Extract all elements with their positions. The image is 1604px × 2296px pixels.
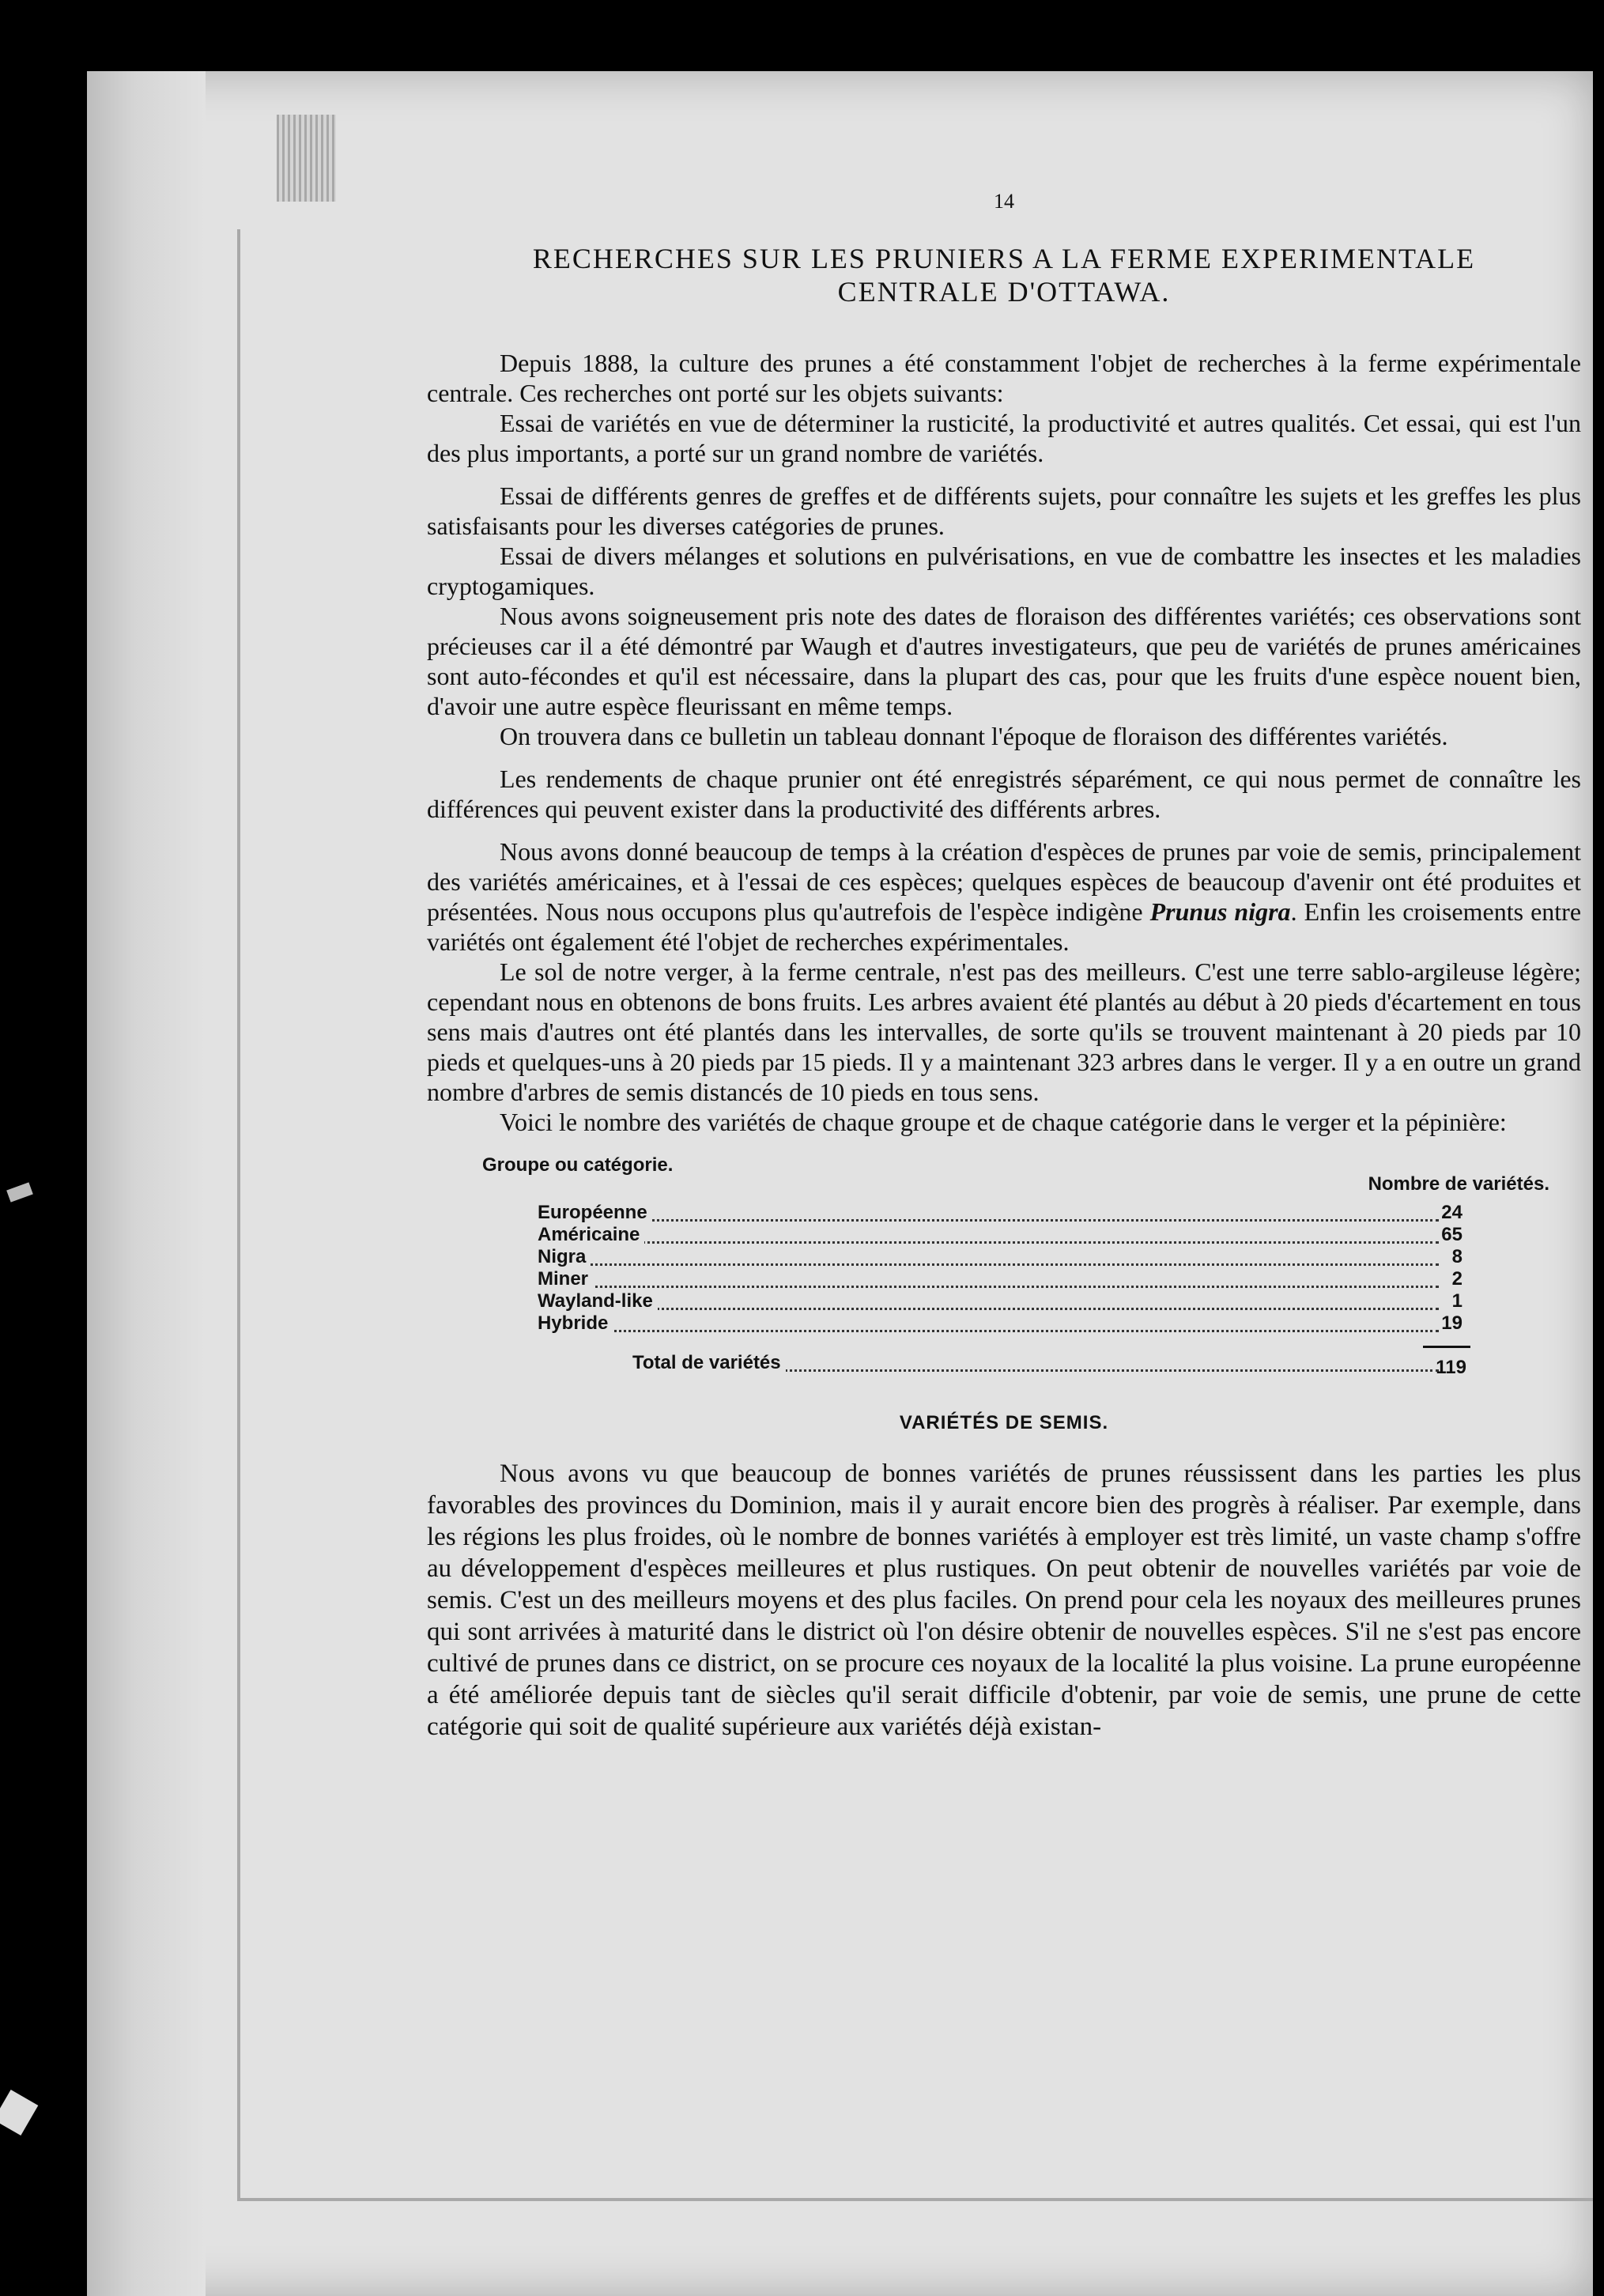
table-header <box>427 1154 1581 1202</box>
leader-dots <box>538 1246 1439 1266</box>
paragraph: On trouvera dans ce bulletin un tableau donnant l'époque de floraison des différentes variétés. <box>500 722 1448 750</box>
scan-mark <box>0 2090 38 2136</box>
table-row <box>427 1224 1581 1246</box>
leader-dots <box>538 1202 1439 1222</box>
paragraph: Essai de divers mélanges et solutions en pulvérisations, en vue de combattre les insectes et les maladies cryptogamiques. <box>427 542 1581 600</box>
row-value: 1 <box>1451 1290 1462 1312</box>
row-label: Wayland-like <box>538 1290 658 1312</box>
leader-dots <box>538 1312 1439 1332</box>
page-title <box>427 242 1581 308</box>
page-bottom-edge <box>237 2198 1593 2201</box>
italic-species-name: Prunus nigra <box>1149 897 1291 926</box>
page-content <box>427 190 1581 1743</box>
paragraph-semis <box>427 836 1581 957</box>
leader-dots <box>538 1290 1439 1310</box>
binding-stripes <box>277 115 336 202</box>
row-label: Européenne <box>538 1202 652 1224</box>
scan-mark <box>6 1182 33 1202</box>
page-left-edge <box>237 229 240 2201</box>
title-line-2: CENTRALE D'OTTAWA. <box>837 276 1171 308</box>
row-value: 8 <box>1451 1246 1462 1267</box>
section-heading: VARIÉTÉS DE SEMIS. <box>899 1412 1109 1433</box>
section-seedling-varieties <box>427 1458 1581 1743</box>
row-label: Hybride <box>538 1312 613 1335</box>
total-value: 119 <box>1436 1357 1466 1378</box>
row-value: 24 <box>1441 1202 1462 1223</box>
row-label: Américaine <box>538 1224 644 1246</box>
paragraph: Voici le nombre des variétés de chaque groupe et de chaque catégorie dans le verger et la pépinière: <box>500 1108 1507 1136</box>
row-value: 19 <box>1441 1312 1462 1334</box>
title-line-1: RECHERCHES SUR LES PRUNIERS A LA FERME EXPERIMENTALE <box>532 243 1476 274</box>
row-value: 2 <box>1451 1268 1462 1290</box>
varieties-table <box>427 1154 1581 1388</box>
page-binding-shadow <box>87 71 206 2296</box>
row-label: Miner <box>538 1268 593 1290</box>
table-total-row <box>427 1346 1581 1388</box>
paragraph: Nous avons vu que beaucoup de bonnes variétés de prunes réussissent dans les parties les plus favorables des provinces du Dominion, mais il y aurait encore bien des progrès à réaliser. Par exemple, dans les régions les plus froides, où le nombre de bonnes variétés à employer est très limité, un vaste champ s'offre au développement d'espèces meilleures et plus rustiques. On peut obtenir de nouvelles variétés par voie de semis. C'est un des meilleurs moyens et des plus faciles. On prend pour cela les noyaux des meilleures prunes qui sont arrivées à maturité dans le district où l'on désire obtenir de nouvelles espèces. S'il ne s'est pas encore cultivé de prunes dans ce district, on se procure ces noyaux de la localité la plus voisine. La prune européenne a été améliorée depuis tant de siècles qu'il serait difficile d'obtenir, par voie de semis, une prune de cette catégorie qui soit de qualité supérieure aux variétés déjà existan- <box>427 1460 1581 1741</box>
total-label: Total de variétés <box>632 1352 786 1374</box>
paragraph: Essai de différents genres de greffes et de différents sujets, pour connaître les sujets et les greffes les plus satisfaisants pour les diverses catégories de prunes. <box>427 481 1581 540</box>
total-rule <box>1423 1346 1470 1348</box>
table-row <box>427 1202 1581 1224</box>
table-row <box>427 1312 1581 1335</box>
table-row <box>427 1246 1581 1268</box>
leader-dots <box>538 1224 1439 1244</box>
row-value: 65 <box>1441 1224 1462 1245</box>
text-span: Nous avons donné beaucoup de temps à la création d'espèces de prunes par voie de semis, principalement des variétés américaines, et à l'essai de ces espèces; quelques espèces de beaucoup d'avenir ont été produites et présentées. Nous nous occupons plus qu'autrefois de l'espèce indigène <box>427 837 1581 926</box>
leader-dots <box>538 1268 1439 1288</box>
column-header-count: Nombre de variétés. <box>1368 1173 1549 1195</box>
paragraph: Essai de variétés en vue de déterminer la rusticité, la productivité et autres qualités. Cet essai, qui est l'un des plus importants, a porté sur un grand nombre de variétés. <box>427 409 1581 467</box>
text-span: . Enfin les croisements entre variétés ont également été l'objet de recherches expérimentales. <box>427 897 1582 956</box>
page-number: 14 <box>994 190 1014 213</box>
row-label: Nigra <box>538 1246 591 1268</box>
paragraph: Depuis 1888, la culture des prunes a été constamment l'objet de recherches à la ferme expérimentale centrale. Ces recherches ont porté sur les objets suivants: <box>427 349 1581 407</box>
table-row <box>427 1268 1581 1290</box>
column-header-group: Groupe ou catégorie. <box>482 1154 674 1176</box>
paragraph: Les rendements de chaque prunier ont été enregistrés séparément, ce qui nous permet de connaître les différences qui peuvent exister dans la productivité des différents arbres. <box>427 765 1581 823</box>
paragraph: Le sol de notre verger, à la ferme centrale, n'est pas des meilleurs. C'est une terre sablo-argileuse légère; cependant nous en obtenons de bons fruits. Les arbres avaient été plantés au début à 20 pieds d'écartement en tous sens mais d'autres ont été plantés dans les intervalles, de sorte qu'ils se trouvent maintenant à 20 pieds par 10 pieds et quelques-uns à 20 pieds par 15 pieds. Il y a maintenant 323 arbres dans le verger. Il y a en outre un grand nombre d'arbres de semis distancés de 10 pieds en tous sens. <box>427 957 1581 1106</box>
paragraph: Nous avons soigneusement pris note des dates de floraison des différentes variétés; ces observations sont précieuses car il a été démontré par Waugh et d'autres investigateurs, que peu de variétés de prunes américaines sont auto-fécondes et qu'il est nécessaire, dans la plupart des cas, pour que les fruits d'une espèce nouent bien, d'avoir une autre espèce fleurissant en même temps. <box>427 602 1581 720</box>
table-row <box>427 1290 1581 1312</box>
